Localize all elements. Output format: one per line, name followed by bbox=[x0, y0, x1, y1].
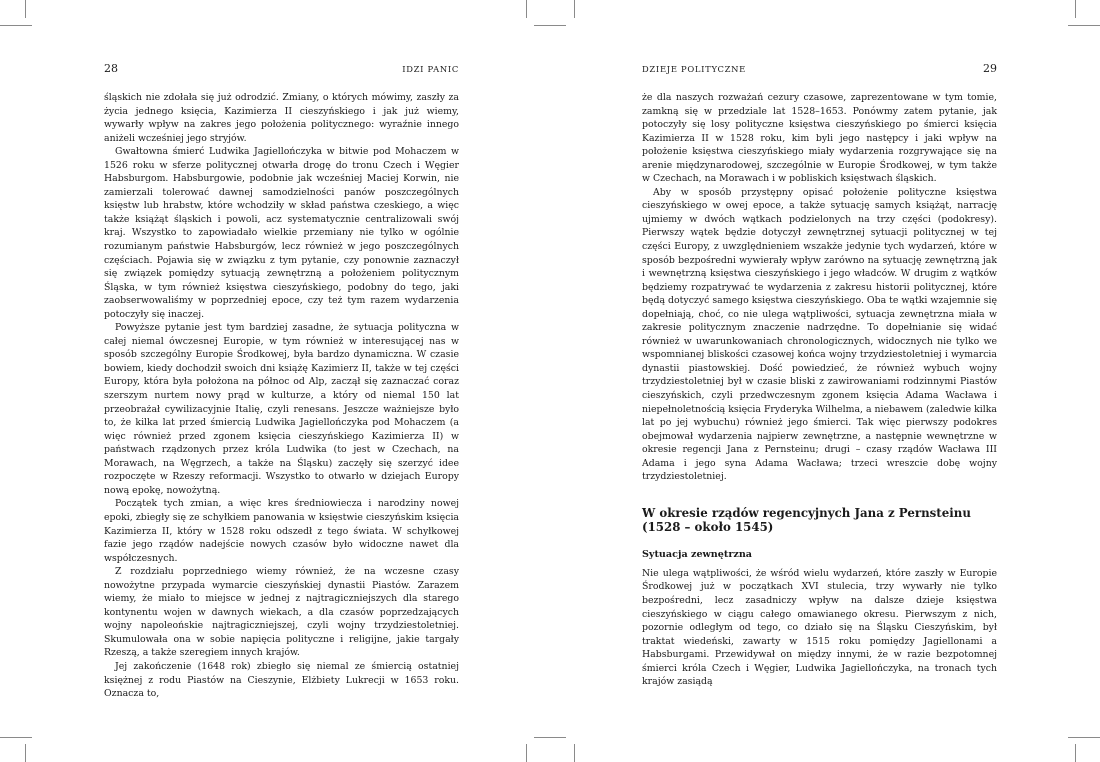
crop-mark bbox=[1075, 0, 1076, 18]
paragraph: Nie ulega wątpliwości, że wśród wielu wydarzeń, które zaszły w Europie Środkowej już w początkach XVI stulecia, trzy wywarły nie tylko bezpośredni, lecz zasadniczy wpływ na dalsze dzieje księstwa cieszyńskiego w ciągu całego omawianego okresu. Pierwszym z nich, pozornie odległym od tego, co działo się na Śląsku Cieszyńskim, był traktat wiedeński, zawarty w 1515 roku pomiędzy Jagiellonami a Habsburgami. Przewidywał on między innymi, że w razie bezpotomnej śmierci króla Czech i Węgier, Ludwika Jagiellończyka, na tronach tych krajów zasiądą bbox=[642, 567, 997, 688]
left-page bbox=[104, 62, 459, 701]
page-number: 28 bbox=[104, 62, 118, 75]
paragraph: śląskich nie zdołała się już odrodzić. Zmiany, o których mówimy, zaszły za życia jednego księcia, Kazimierza II cieszyńskiego i jak już wiemy, wywarły wpływ na zakres jego położenia politycznego: wyraźnie innego aniżeli wcześniej jego stryjów. bbox=[104, 92, 459, 144]
paragraph: Gwałtowna śmierć Ludwika Jagiellończyka w bitwie pod Mohaczem w 1526 roku w sferze politycznej otwarła drogę do tronu Czech i Węgier Habsburgom. Habsburgowie, podobnie jak wcześniej Maciej Korwin, nie zamierzali tolerować dawnej samodzielności panów poszczególnych księstw lub hrabstw, które wchodziły w skład państwa czeskiego, a więc także książąt śląskich i powoli, acz systematycznie centralizowali swój kraj. Wszystko to zapowiadało wielkie przemiany nie tylko w ogólnie rozumianym państwie Habsburgów, lecz również w jego poszczególnych częściach. Pojawia się w związku z tym pytanie, czy ponownie zaznaczył się związek pomiędzy sytuacją zewnętrzną a położeniem politycznym Śląska, w tym również księstwa cieszyńskiego, podobny do tego, jaki zaobserwowaliśmy w poprzedniej epoce, czy też tym razem wydarzenia potoczyły się inaczej. bbox=[104, 146, 459, 320]
crop-mark bbox=[1068, 25, 1100, 26]
right-page-body bbox=[642, 91, 997, 689]
crop-mark bbox=[574, 744, 575, 762]
page-number: 29 bbox=[983, 62, 997, 75]
right-page-header bbox=[642, 62, 997, 78]
crop-mark bbox=[0, 25, 32, 26]
chapter-title-line: (1528 – około 1545) bbox=[642, 520, 774, 535]
paragraph: Początek tych zmian, a więc kres średniowiecza i narodziny nowej epoki, zbiegły się ze schyłkiem panowania w księstwie cieszyńskim księcia Kazimierza II, który w 1528 roku odszedł z tego świata. W schyłkowej fazie jego rządów nadejście nowych czasów było widoczne nawet dla współczesnych. bbox=[104, 498, 459, 564]
running-head: IDZI PANIC bbox=[402, 64, 459, 74]
crop-mark bbox=[526, 0, 527, 18]
crop-mark bbox=[25, 0, 26, 18]
crop-mark bbox=[1068, 737, 1100, 738]
section-subheading: Sytuacja zewnętrzna bbox=[642, 548, 753, 560]
paragraph: że dla naszych rozważań cezury czasowe, zaprezentowane w tym tomie, zamkną się w przedziale lat 1528–1653. Ponówmy zatem pytanie, jak potoczyły się losy polityczne księstwa cieszyńskiego po śmierci księcia Kazimierza II w 1528 roku, kim byli jego następcy i jaki wpływ na położenie księstwa cieszyńskiego miały wydarzenia rozgrywające się na arenie międzynarodowej, szczególnie w Europie Środkowej, w tym także w Czechach, na Morawach i w pobliskich księstwach śląskich. bbox=[642, 92, 997, 185]
left-page-body bbox=[104, 91, 459, 701]
running-head: DZIEJE POLITYCZNE bbox=[642, 64, 746, 74]
chapter-title bbox=[642, 506, 997, 535]
crop-mark bbox=[534, 737, 566, 738]
crop-mark bbox=[534, 25, 566, 26]
left-page-header bbox=[104, 62, 459, 78]
paragraph: Aby w sposób przystępny opisać położenie polityczne księstwa cieszyńskiego w owej epoce, a także sytuację samych książąt, narrację ujmiemy w dwóch wątkach podzielonych na trzy części (podokresy). Pierwszy wątek będzie dotyczył zewnętrznej sytuacji politycznej w tej części Europy, z uwzględnieniem wszakże jedynie tych wydarzeń, które w sposób bezpośredni wywierały wpływ zarówno na sytuację zewnętrzną jak i wewnętrzną księstwa cieszyńskiego i jego władców. W drugim z wątków będziemy rozpatrywać te wydarzenia z zakresu historii politycznej, które będą dotyczyć samego księstwa cieszyńskiego. Oba te wątki wzajemnie się dopełniają, choć, co nie ulega wątpliwości, sytuacja zewnętrzna miała w zakresie politycznym znaczenie nadrzędne. To dopełnianie się widać również w uwarunkowaniach chronologicznych, widocznych nie tylko we wspomnianej bliskości czasowej końca wojny trzydziestoletniej i wymarcia dynastii piastowskiej. Dość powiedzieć, że również wybuch wojny trzydziestoletniej był w czasie bliski z zawirowaniami rodzinnymi Piastów cieszyńskich, czyli przedwczesnym zgonem księcia Adama Wacława i niepełnoletnością księcia Fryderyka Wilhelma, a niebawem (zaledwie kilka lat po jej wybuchu) również jego śmierci. Tak więc pierwszy podokres obejmował wydarzenia najpierw zewnętrzne, a następnie wewnętrzne w okresie regencji Jana z Pernsteinu; drugi – czasy rządów Wacława III Adama i jego syna Adama Wacława; trzeci wreszcie dobę wojny trzydziestoletniej. bbox=[642, 186, 997, 483]
chapter-title-line: W okresie rządów regencyjnych Jana z Pernsteinu bbox=[642, 505, 971, 520]
crop-mark bbox=[574, 0, 575, 18]
paragraph: Powyższe pytanie jest tym bardziej zasadne, że sytuacja polityczna w całej niemal ówczesnej Europie, w tym również w interesującej nas w sposób szczególny Europie Środkowej, była bardzo dynamiczna. W czasie bowiem, kiedy dochodził swoich dni książę Kazimierz II, także w tej części Europy, która była położona na północ od Alp, zaczął się zaznaczać coraz szerszym nurtem nowy prąd w kulturze, a który od niemal 150 lat przeobrażał cywilizacyjnie Italię, czyli renesans. Jeszcze ważniejsze było to, że kilka lat przed śmiercią Ludwika Jagiellończyka pod Mohaczem (a więc również przed zgonem księcia cieszyńskiego Kazimierza II) w państwach rządzonych przez króla Ludwika (to jest w Czechach, na Morawach, na Węgrzech, a także na Śląsku) zaczęły się szerzyć idee rozpoczęte w Rzeszy reformacji. Wszystko to otwarło w dziejach Europy nową epokę, nowożytną. bbox=[104, 322, 459, 496]
crop-mark bbox=[0, 737, 32, 738]
right-page bbox=[642, 62, 997, 689]
crop-mark bbox=[526, 744, 527, 762]
crop-mark bbox=[25, 744, 26, 762]
paragraph: Z rozdziału poprzedniego wiemy również, że na wczesne czasy nowożytne przypada wymarcie cieszyńskiej dynastii Piastów. Zarazem wiemy, że miało to miejsce w jednej z najtragiczniejszych dla starego kontynentu wojen w dawnych wiekach, a dla czasów poprzedzających wojny napoleońskie najtragiczniejszej, czyli wojny trzydziestoletniej. Skumulowała ona w sobie napięcia polityczne i religijne, jakie targały Rzeszą, a także szeregiem innych krajów. bbox=[104, 566, 459, 659]
crop-mark bbox=[1075, 744, 1076, 762]
paragraph: Jej zakończenie (1648 rok) zbiegło się niemal ze śmiercią ostatniej księżnej z rodu Piastów na Cieszynie, Elżbiety Lukrecji w 1653 roku. Oznacza to, bbox=[104, 660, 459, 700]
